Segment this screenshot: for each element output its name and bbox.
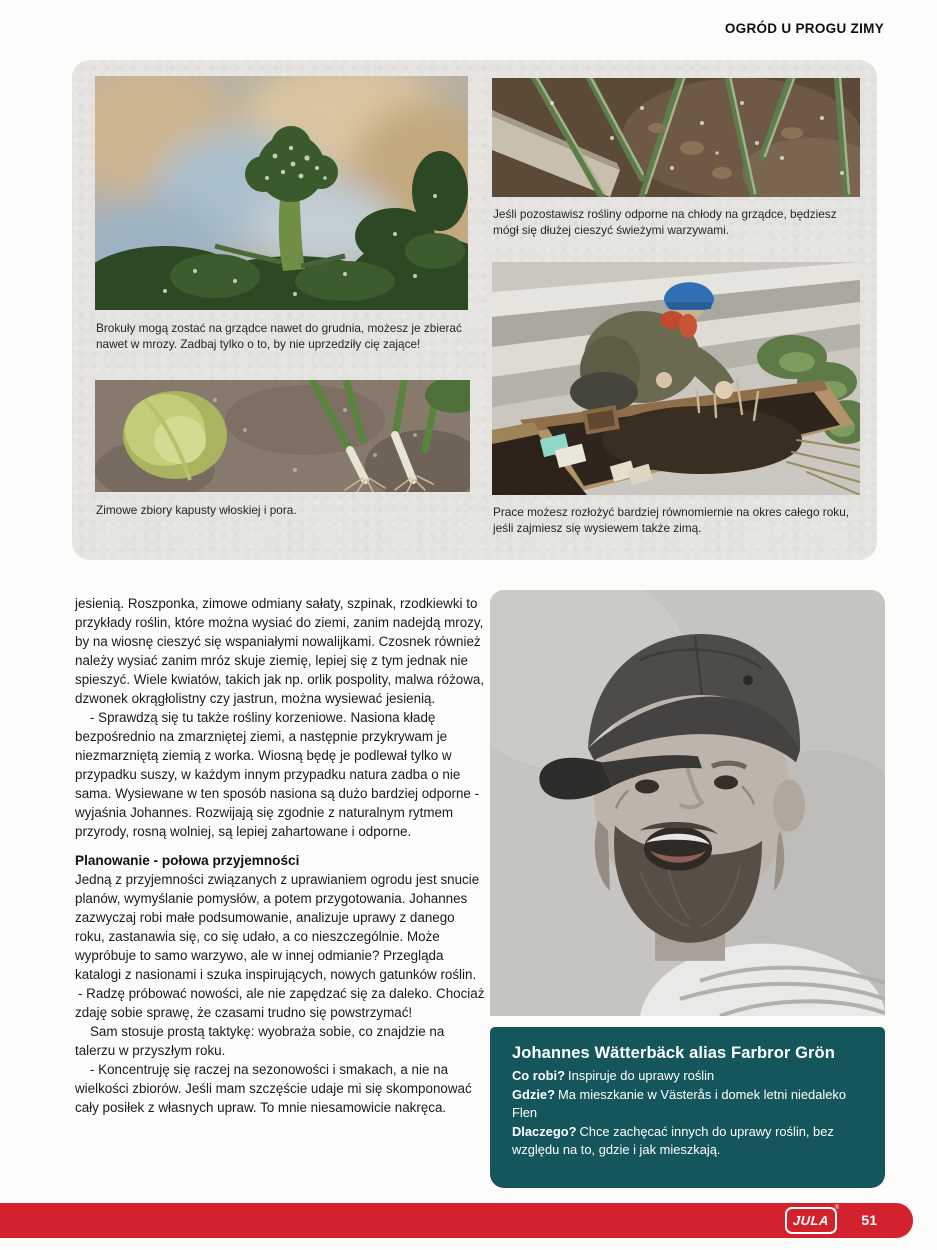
caption-frosty-bed: Jeśli pozostawisz rośliny odporne na chłody na grządce, będziesz mógł się dłużej cieszyć świeżymi warzywami. (493, 207, 837, 237)
profile-label: Co robi? (512, 1068, 565, 1083)
article-paragraph: Jedną z przyjemności związanych z uprawianiem ogrodu jest snucie planów, wymyślanie pomysłów, a potem przygotowania. Johannes zazwyczaj robi małe podsumowanie, analizuje uprawy z danego roku, zastanawia się, co się udało, a co nieszczególnie. Może wypróbuje to samo warzywo, ale w innej odmianie? Przegląda katalogi z nasionami i szuka inspirujących, nowych gatunków roślin. (75, 872, 480, 982)
registered-mark: ® (834, 1205, 839, 1211)
article-paragraph: Sam stosuje prostą taktykę: wyobraża sobie, co znajdzie na talerzu w przyszłym roku. (75, 1024, 445, 1058)
footer-bar (0, 1203, 913, 1238)
profile-name: Johannes Wätterbäck alias Farbror Grön (512, 1044, 835, 1062)
article-paragraph: jesienią. Roszponka, zimowe odmiany sałaty, szpinak, rzodkiewki to przykłady roślin, które można wysiać do ziemi, zanim nadejdą mrozy, by na wiosnę cieszyć się wspaniałymi nowalijkami. Czosnek również należy wysiać zanim mróz skuje ziemię, lepiej się z tym jednak nie spieszyć. Wiele kwiatów, takich jak np. orlik pospolity, malwa różowa, dzwonek okrągłolistny czy jastrun, można wysiewać jesienią. (75, 596, 485, 706)
article-subheading: Planowanie - połowa przyjemności (75, 853, 300, 868)
profile-row (512, 1086, 863, 1123)
article-body (75, 594, 487, 1117)
photo-gallery-card (72, 60, 877, 560)
photo-portrait-johannes (490, 590, 885, 1016)
profile-row (512, 1123, 863, 1160)
jula-logo-text: JULA (792, 1213, 830, 1228)
article-paragraph: - Sprawdzą się tu także rośliny korzeniowe. Nasiona kładę bezpośrednio na zmarzniętej ziemi, a następnie przykrywam je niezmarzniętą ziemią z worka. Wiosną będę je podlewał tylko w przypadku suszy, w każdym innym przypadku natura zadba o nie sama. Wysiewane w ten sposób nasiona są dużo bardziej odporne - wyjaśnia Johannes. Rozwijają się zgodnie z naturalnym rytmem przyrody, rosną wolniej, są lepiej zahartowane i odporne. (75, 710, 480, 839)
jula-logo (785, 1207, 837, 1234)
profile-row (512, 1067, 863, 1086)
photo-cabbage-leeks (95, 380, 470, 492)
photo-winter-sowing (492, 262, 860, 495)
profile-value: Inspiruje do uprawy roślin (568, 1068, 715, 1083)
page-header: OGRÓD U PROGU ZIMY (724, 21, 884, 36)
profile-label: Dlaczego? (512, 1123, 577, 1139)
profile-info-box (490, 1027, 885, 1188)
article-paragraph: - Koncentruję się raczej na sezonowości i smakach, a nie na wielkości zbiorów. Jeśli mam szczęście udaje mi się skomponować cały posiłek z własnych upraw. To mnie niesamowicie nakręca. (75, 1062, 472, 1115)
photo-frosty-bed (492, 78, 860, 197)
caption-broccoli: Brokuły mogą zostać na grządce nawet do grudnia, możesz je zbierać nawet w mrozy. Zadbaj tylko o to, by nie uprzedziły cię zające! (96, 321, 462, 351)
profile-label: Gdzie? (512, 1086, 555, 1102)
article-paragraph: - Radzę próbować nowości, ale nie zapędzać się za daleko. Chociaż zdaję sobie sprawę, że czasami trudno się powstrzymać! (75, 986, 485, 1020)
caption-cabbage: Zimowe zbiory kapusty włoskiej i pora. (96, 503, 297, 517)
caption-winter-sowing: Prace możesz rozłożyć bardziej równomiernie na okres całego roku, jeśli zajmiesz się wysiewem także zimą. (493, 505, 850, 535)
page-number: 51 (861, 1212, 877, 1228)
profile-value: Chce zachęcać innych do uprawy roślin, bez względu na to, gdzie i jak mieszkają. (512, 1123, 834, 1157)
photo-frosty-broccoli (95, 76, 468, 310)
profile-value: Ma mieszkanie w Västerås i domek letni niedaleko Flen (512, 1086, 847, 1120)
